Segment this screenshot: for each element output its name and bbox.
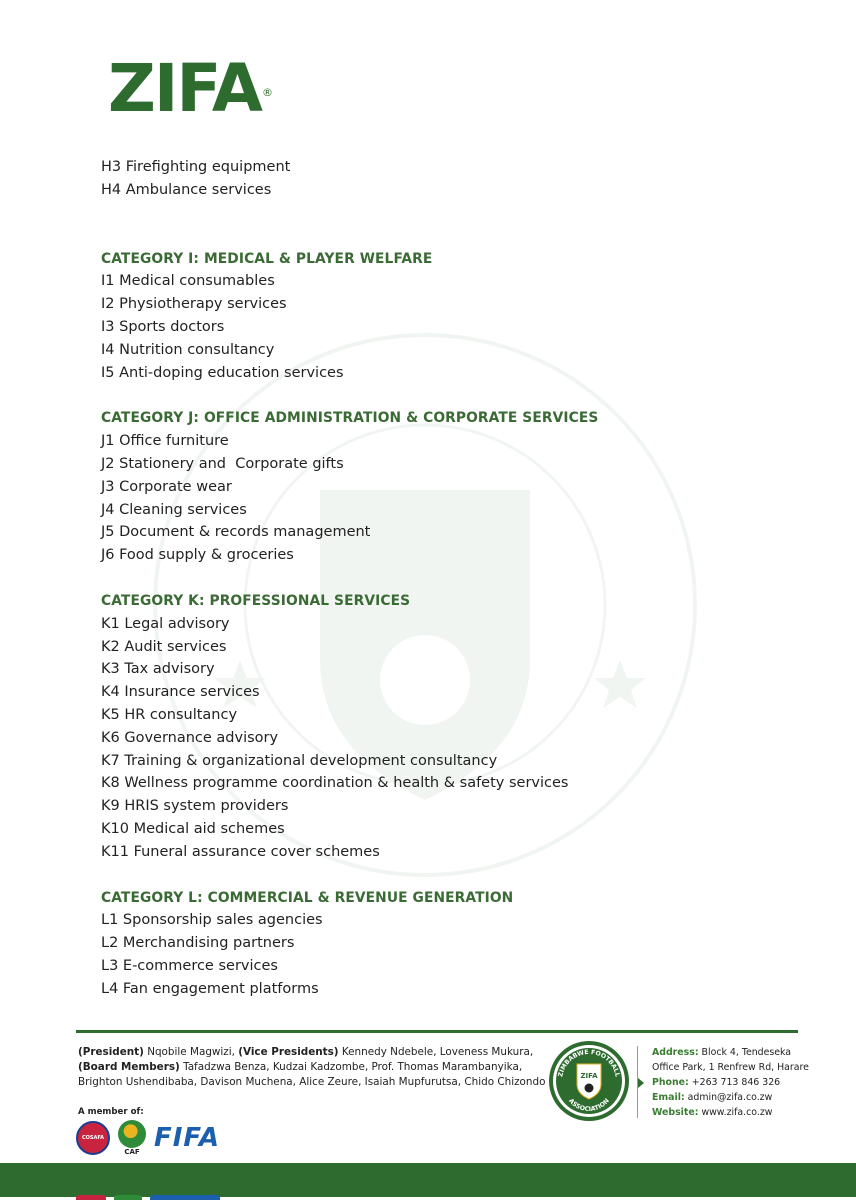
list-item: K3 Tax advisory [101,661,215,678]
list-item: H3 Firefighting equipment [101,159,291,175]
caf-label: CAF [124,1148,140,1156]
list-item: L4 Fan engagement platforms [101,980,319,997]
category-heading: CATEGORY J: OFFICE ADMINISTRATION & CORPORATE SERVICES [101,410,599,427]
list-item: L3 E-commerce services [101,957,278,974]
divider-arrow-icon [638,1078,644,1088]
member-of-label: A member of: [78,1107,144,1117]
email-label: Email: [652,1092,685,1103]
fifa-logo: FIFA [154,1123,220,1153]
footer-band [0,1163,856,1197]
list-item: L1 Sponsorship sales agencies [101,912,323,929]
list-item: K9 HRIS system providers [101,798,289,815]
category-list [101,156,598,1001]
list-item: K2 Audit services [101,638,227,655]
list-item: J6 Food supply & groceries [101,547,294,564]
cosafa-logo-icon [76,1121,110,1155]
category-heading: CATEGORY L: COMMERCIAL & REVENUE GENERATION [101,889,514,906]
section-l [101,887,598,1001]
email-value: admin@zifa.co.zw [684,1092,773,1103]
section-i [101,248,598,385]
affiliation-badges [76,1120,220,1156]
president-label: (President) [78,1046,144,1058]
seal-bottom-text: ASSOCIATION [567,1097,611,1114]
list-item: I5 Anti-doping education services [101,364,344,381]
category-heading: CATEGORY I: MEDICAL & PLAYER WELFARE [101,250,433,267]
section-k [101,590,598,864]
seal-center-text: ZIFA [580,1072,598,1080]
list-item: J4 Cleaning services [101,501,247,518]
website-label: Website: [652,1107,699,1118]
list-item: I1 Medical consumables [101,273,275,290]
zifa-logo [108,50,272,127]
caf-logo-icon [118,1120,146,1156]
logo-text: ZIFA [108,50,262,127]
address-line1: Block 4, Tendeseka [698,1047,792,1058]
list-item: L2 Merchandising partners [101,935,295,952]
vice-presidents-label: (Vice Presidents) [238,1046,339,1058]
footer-divider [76,1030,798,1033]
phone-value: +263 713 846 326 [688,1077,781,1088]
section-h [101,156,598,202]
address-line2: Office Park, 1 Renfrew Rd, Harare [652,1062,809,1073]
list-item: I4 Nutrition consultancy [101,341,275,358]
list-item: J2 Stationery and Corporate gifts [101,455,344,472]
list-item: K4 Insurance services [101,684,260,701]
list-item: H4 Ambulance services [101,181,272,198]
vice-presidents-names: Kennedy Ndebele, Loveness Mukura, [338,1046,534,1058]
contact-block [652,1045,852,1120]
zifa-seal-icon [548,1040,630,1122]
list-item: K7 Training & organizational development consultancy [101,752,498,769]
address-label: Address: [652,1047,699,1058]
section-j [101,407,598,567]
phone-label: Phone: [652,1077,689,1088]
list-item: J3 Corporate wear [101,478,232,495]
list-item: J5 Document & records management [101,524,371,541]
seal-top-text: ZIMBABWE FOOTBALL [557,1048,621,1078]
caf-globe-icon [118,1120,146,1148]
board-members-names: Tafadzwa Benza, Kudzai Kadzombe, Prof. Thomas Marambanyika, Brighton Ushendibaba, Davison Muchena, Alice Zeure, Isaiah Mupfurutsa, Chido Chizondo [78,1061,546,1088]
board-listing [78,1045,548,1090]
list-item: K8 Wellness programme coordination & health & safety services [101,775,569,792]
board-members-label: (Board Members) [78,1061,180,1073]
list-item: K10 Medical aid schemes [101,820,285,837]
list-item: K1 Legal advisory [101,615,230,632]
list-item: K5 HR consultancy [101,706,238,723]
registered-mark: ® [262,86,272,99]
list-item: K6 Governance advisory [101,729,279,746]
website-value: www.zifa.co.zw [698,1107,773,1118]
list-item: I3 Sports doctors [101,318,225,335]
list-item: I2 Physiotherapy services [101,296,287,313]
list-item: J1 Office furniture [101,433,229,450]
category-heading: CATEGORY K: PROFESSIONAL SERVICES [101,592,411,609]
next-page-bleed [76,1195,220,1200]
cosafa-label: COSAFA [81,1135,105,1141]
list-item: K11 Funeral assurance cover schemes [101,843,380,860]
president-name: Nqobile Magwizi, [143,1046,239,1058]
